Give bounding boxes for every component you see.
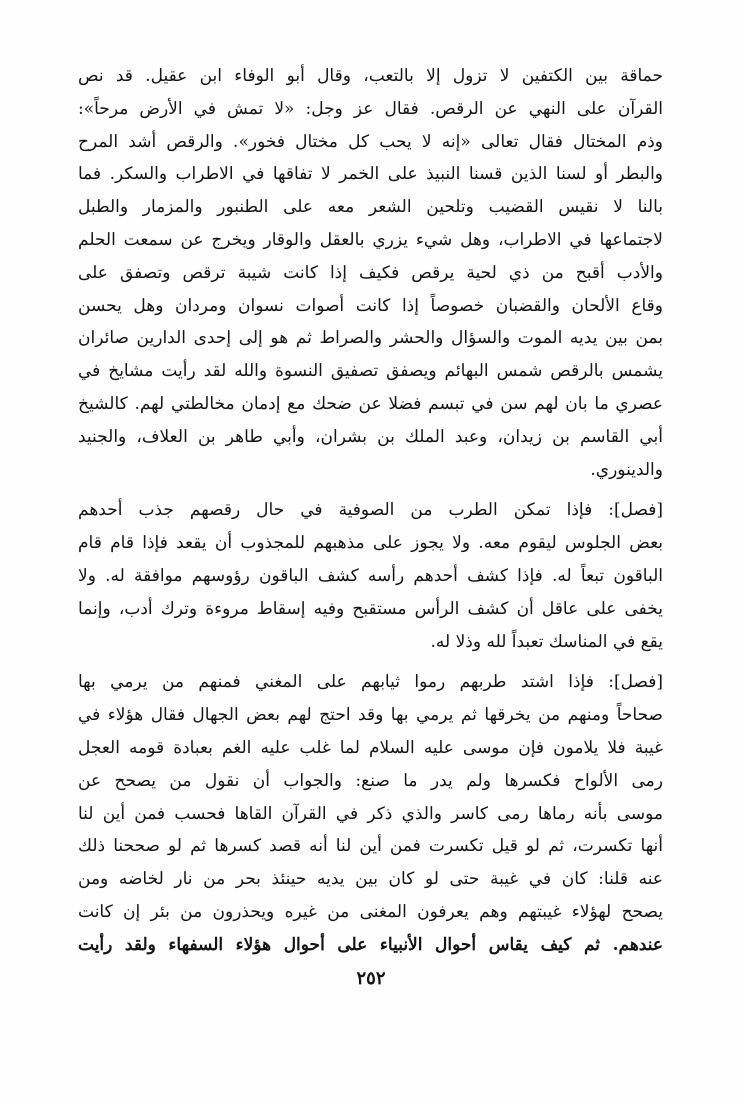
text-line: والبطر أو لسنا الذين قسنا النبيذ على الخمر لا تفاقها في الاطراب والسكر. فما	[78, 164, 663, 185]
text-line: عندهم. ثم كيف يقاس أحوال الأنبياء على أحوال هؤلاء السفهاء ولقد رأيت	[78, 934, 663, 955]
text-line: غيبة فلا يلامون فإن موسى عليه السلام لما غلب عليه الغم بعبادة قومه العجل	[78, 737, 663, 758]
text-line: بالنا لا نقيس القضيب وتلحين الشعر معه على الطنبور والمزمار والطبل	[78, 197, 663, 218]
text-line: أبي القاسم بن زيدان، وعبد الملك بن بشران، وأبي طاهر بن العلاف، والجنيد	[78, 426, 663, 447]
text-line: عصري ما بان لهم سن في تبسم فضلا عن ضحك مع إدمان مخالطتي لهم. كالشيخ	[78, 393, 663, 414]
text-line: بعض الجلوس ليقوم معه. ولا يجوز على مذهبهم للمجذوب أن يقعد فإذا قام قام	[78, 533, 663, 554]
text-line: وقاع الألحان والقضبان خصوصاً إذا كانت أصوات نسوان ومردان وهل يحسن	[78, 295, 663, 316]
text-line: [فصل]: فإذا تمكن الطرب من الصوفية في حال رقصهم جذب أحدهم	[78, 500, 663, 521]
paragraph-3	[78, 666, 663, 961]
text-line: لاجتماعها في الاطراب، وهل شيء يزري بالعقل والوقار ويخرج عن سمعت الحلم	[78, 229, 663, 250]
text-line: الباقون تبعاً له. فإذا كشف أحدهم رأسه كشف الباقون رؤوسهم موافقة له. ولا	[78, 565, 663, 586]
page-number: ٢٥٢	[356, 968, 386, 989]
text-line: يخفى على عاقل أن كشف الرأس مستقبح وفيه إسقاط مروءة وترك أدب، وإنما	[78, 598, 663, 619]
paragraph-gap	[78, 658, 663, 666]
text-line: حماقة بين الكتفين لا تزول إلا بالتعب، وقال أبو الوفاء ابن عقيل. قد نص	[78, 66, 663, 86]
text-line: صحاحاً ومنهم من يخرقها ثم يرمي بها وقد احتج لهم بعض الجهال فقال هؤلاء في	[78, 705, 663, 726]
text-line: [فصل]: فإذا اشتد طربهم رموا ثيابهم على المغني فمنهم من يرمي بها	[78, 672, 663, 693]
text-line: القرآن على النهي عن الرقص. فقال عز وجل: «لا تمش في الأرض مرحاً»:	[78, 98, 663, 119]
text-line: يشمس بالرقص شمس البهائم ويصفق تصفيق النسوة والله لقد رأيت مشايخ في	[78, 361, 663, 382]
page-body	[78, 60, 663, 1070]
paragraph-gap	[78, 486, 663, 494]
paragraph-2	[78, 494, 663, 658]
paragraph-1	[78, 60, 663, 486]
text-line: بمن بين يديه الموت والسؤال والحشر والصراط ثم هو إلى إحدى الدارين صائران	[78, 328, 663, 349]
text-line: يقع في المناسك تعبداً لله وذلا له.	[430, 631, 663, 652]
text-line: موسى بأنه رماها رمى كاسر والذي ذكر في القرآن القاها فحسب فمن أين لنا	[78, 803, 663, 824]
text-line: أنها تكسرت، ثم لو قيل تكسرت فمن أين لنا أنه قصد كسرها ثم لو صححنا ذلك	[78, 836, 663, 857]
text-line: يصحح لهؤلاء غيبتهم وهم يعرفون المغنى من غيره ويحذرون من بئر إن كانت	[78, 901, 663, 922]
text-line: والدينوري.	[590, 459, 663, 480]
text-line: والأدب أقبح من ذي لحية يرقص فكيف إذا كانت شيبة ترقص وتصفق على	[78, 262, 663, 283]
text-line: عنه قلنا: كان في غيبة حتى لو كان بين يديه حينئذ بحر من نار لخاضه ومن	[78, 869, 663, 890]
text-line: وذم المختال فقال تعالى «إنه لا يحب كل مختال فخور». والرقص أشد المرح	[78, 131, 663, 152]
text-line: رمى الألواح فكسرها ولم يدر ما صنع: والجواب أن نقول من يصحح عن	[78, 770, 663, 791]
